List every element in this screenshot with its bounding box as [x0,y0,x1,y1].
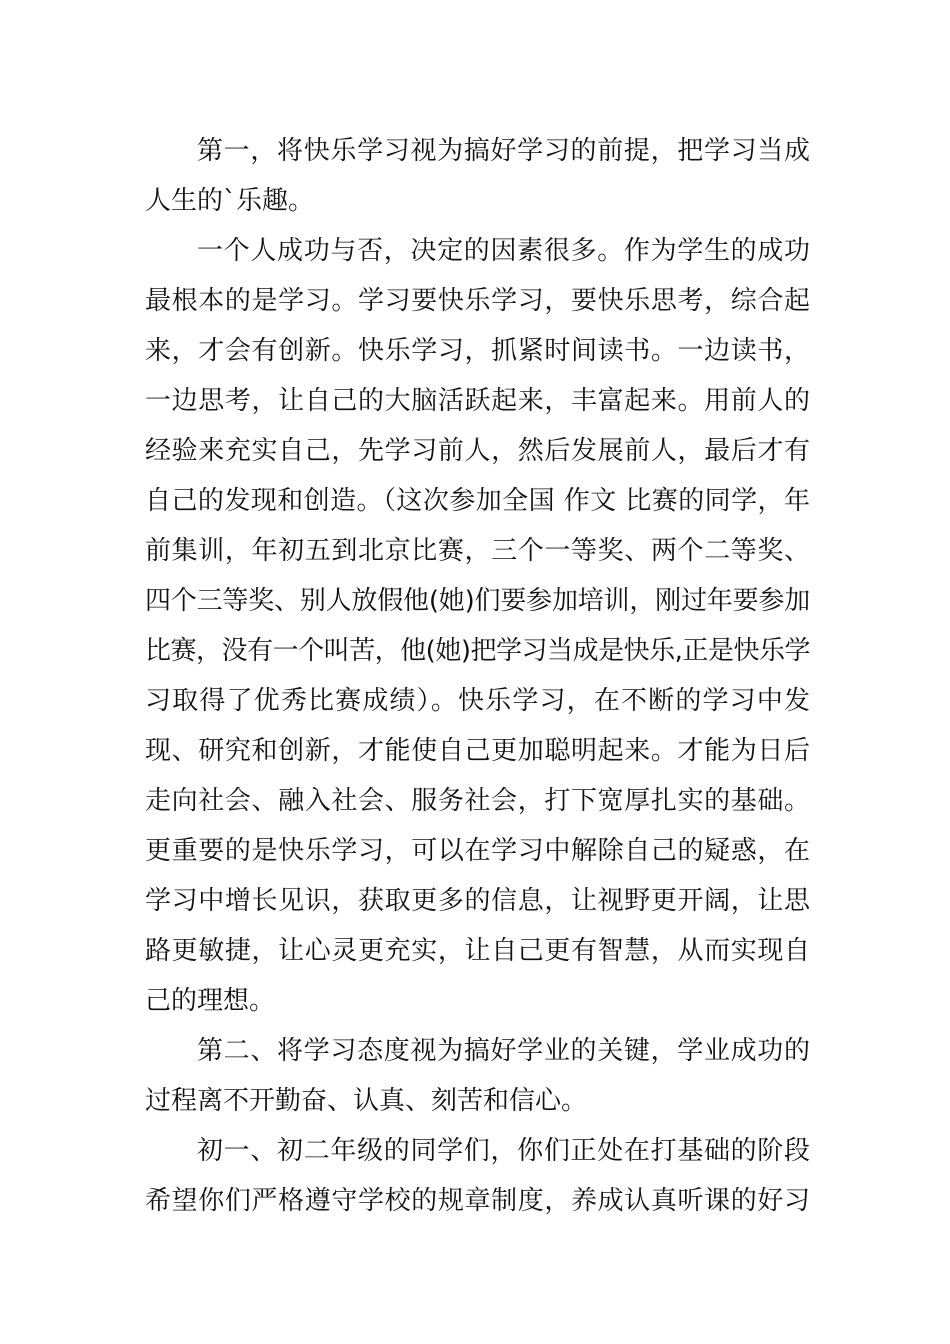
text-line: 希望你们严格遵守学校的规章制度，养成认真听课的好习 [145,1186,810,1216]
text-line: 一边思考，让自己的大脑活跃起来，丰富起来。用前人的 [145,386,810,416]
text-line: 来，才会有创新。快乐学习，抓紧时间读书。一边读书， [145,336,810,366]
text-line: 第二、将学习态度视为搞好学业的关键，学业成功的 [197,1036,810,1066]
text-line: 最根本的是学习。学习要快乐学习，要快乐思考，综合起 [145,286,810,316]
text-line: 更重要的是快乐学习，可以在学习中解除自己的疑惑，在 [145,836,810,866]
text-line: 一个人成功与否，决定的因素很多。作为学生的成功 [197,236,810,266]
text-line: 己的理想。 [145,986,276,1016]
text-line: 比赛，没有一个叫苦，他(她)把学习当成是快乐,正是快乐学 [145,636,810,666]
text-line: 四个三等奖、别人放假他(她)们要参加培训，刚过年要参加 [145,586,810,616]
text-line: 第一，将快乐学习视为搞好学习的前提，把学习当成 [197,136,810,166]
text-line: 学习中增长见识，获取更多的信息，让视野更开阔，让思 [145,886,810,916]
text-line: 走向社会、融入社会、服务社会，打下宽厚扎实的基础。 [145,786,810,816]
text-line: 自己的发现和创造。（这次参加全国 作文 比赛的同学，年 [145,486,810,516]
text-line: 习取得了优秀比赛成绩）。快乐学习，在不断的学习中发 [145,686,810,716]
text-line: 前集训，年初五到北京比赛，三个一等奖、两个二等奖、 [145,536,810,566]
text-line: 过程离不开勤奋、认真、刻苦和信心。 [145,1086,588,1116]
document-body [145,126,810,1226]
text-line: 路更敏捷，让心灵更充实，让自己更有智慧，从而实现自 [145,936,810,966]
text-line: 初一、初二年级的同学们，你们正处在打基础的阶段 [197,1136,810,1166]
text-line: 经验来充实自己，先学习前人，然后发展前人，最后才有 [145,436,810,466]
text-line: 现、研究和创新，才能使自己更加聪明起来。才能为日后 [145,736,810,766]
text-line: 人生的`乐趣。 [145,186,315,216]
